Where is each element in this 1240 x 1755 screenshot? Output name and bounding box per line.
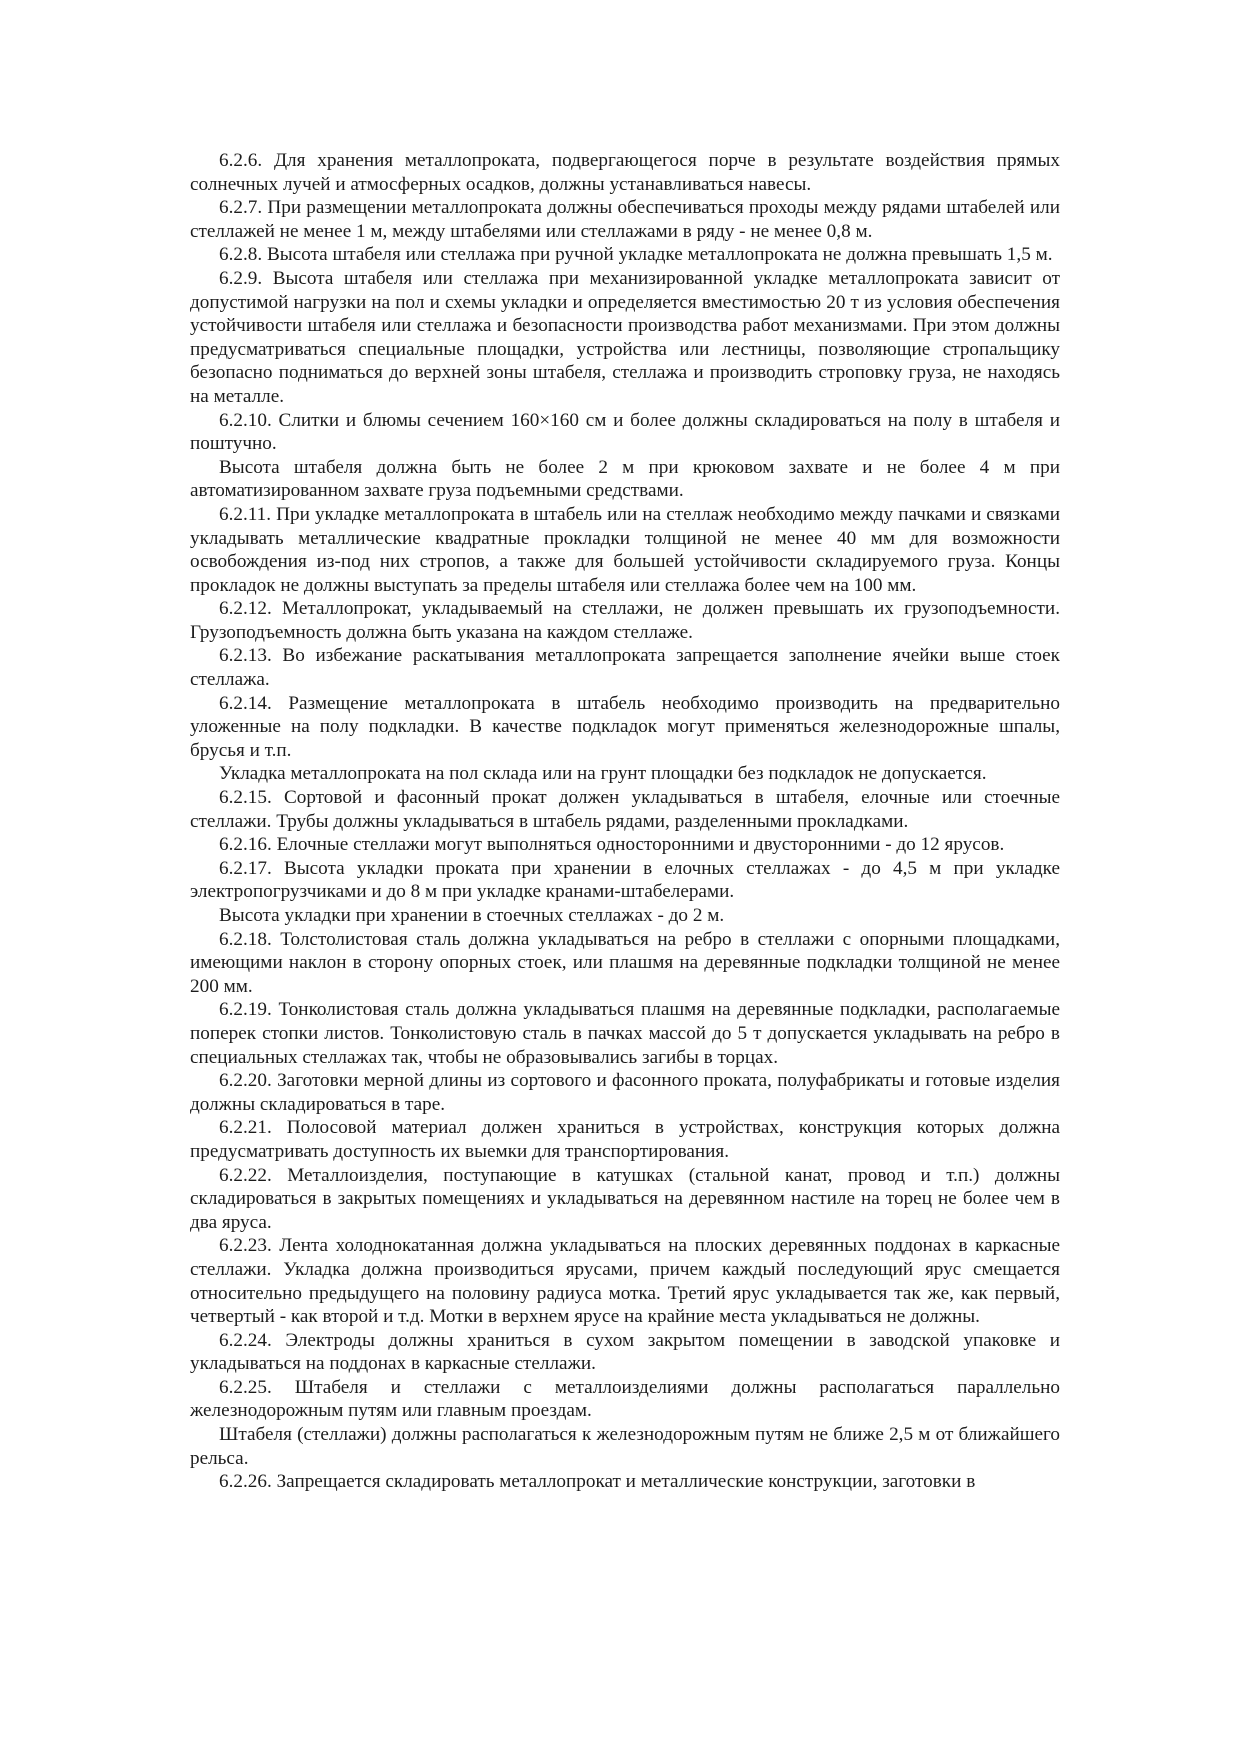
paragraph-6-2-12: 6.2.12. Металлопрокат, укладываемый на стеллажи, не должен превышать их грузоподъемности. Грузоподъемность должна быть указана на каждом стеллаже. — [190, 598, 1060, 643]
paragraph-6-2-10-cont: Высота штабеля должна быть не более 2 м при крюковом захвате и не более 4 м при автоматизированном захвате груза подъемными средствами. — [190, 456, 1060, 502]
paragraph-6-2-22: 6.2.22. Металлоизделия, поступающие в катушках (стальной канат, провод и т.п.) должны складироваться в закрытых помещениях и укладываться на деревянном настиле на торец не более чем в два яруса. — [190, 1164, 1060, 1233]
paragraph-6-2-23: 6.2.23. Лента холоднокатанная должна укладываться на плоских деревянных поддонах в каркасные стеллажи. Укладка должна производиться ярусами, причем каждый последующий ярус смещается относительно предыдущего на половину радиуса мотка. Третий ярус укладывается так же, как первый, четвертый - как второй и т.д. Мотки в верхнем ярусе на крайние места укладываться не должны. — [190, 1235, 1060, 1328]
paragraph-6-2-19: 6.2.19. Тонколистовая сталь должна укладываться плашмя на деревянные подкладки, располагаемые поперек стопки листов. Тонколистовую сталь в пачках массой до 5 т допускается укладывать на ребро в специальных стеллажах так, чтобы не образовывались загибы в торцах. — [190, 999, 1060, 1068]
paragraph-6-2-25: 6.2.25. Штабеля и стеллажи с металлоизделиями должны располагаться параллельно железнодорожным путям или главным проездам. — [190, 1376, 1060, 1422]
paragraph-6-2-20: 6.2.20. Заготовки мерной длины из сортового и фасонного проката, полуфабрикаты и готовые изделия должны складироваться в таре. — [190, 1070, 1060, 1115]
paragraph-6-2-14-cont: Укладка металлопроката на пол склада или на грунт площадки без подкладок не допускается. — [219, 763, 987, 785]
paragraph-6-2-9: 6.2.9. Высота штабеля или стеллажа при механизированной укладке металлопроката зависит от допустимой нагрузки на пол и схемы укладки и определяется вместимостью 20 т из условия обеспечения устойчивости штабеля или стеллажа и безопасности производства работ механизмами. При этом должны предусматриваться специальные площадки, устройства или лестницы, позволяющие стропальщику безопасно подниматься до верхней зоны штабеля, стеллажа и производить строповку груза, не находясь на металле. — [190, 267, 1060, 407]
paragraph-6-2-14: 6.2.14. Размещение металлопроката в штабель необходимо производить на предварительно уложенные на полу подкладки. В качестве подкладок могут применяться железнодорожные шпалы, брусья и т.п. — [190, 692, 1060, 761]
paragraph-6-2-13: 6.2.13. Во избежание раскатывания металлопроката запрещается заполнение ячейки выше стоек стеллажа. — [190, 645, 1060, 691]
paragraph-6-2-8: 6.2.8. Высота штабеля или стеллажа при ручной укладке металлопроката не должна превышать 1,5 м. — [219, 244, 1053, 266]
paragraph-6-2-10: 6.2.10. Слитки и блюмы сечением 160×160 см и более должны складироваться на полу в штабеля и поштучно. — [190, 409, 1060, 455]
paragraph-6-2-21: 6.2.21. Полосовой материал должен храниться в устройствах, конструкция которых должна предусматривать доступность их выемки для транспортирования. — [190, 1117, 1060, 1162]
paragraph-6-2-17: 6.2.17. Высота укладки проката при хранении в елочных стеллажах - до 4,5 м при укладке электропогрузчиками и до 8 м при укладке кранами-штабелерами. — [190, 857, 1060, 903]
paragraph-6-2-7: 6.2.7. При размещении металлопроката должны обеспечиваться проходы между рядами штабелей или стеллажей не менее 1 м, между штабелями или стеллажами в ряду - не менее 0,8 м. — [190, 197, 1060, 242]
paragraph-6-2-18: 6.2.18. Толстолистовая сталь должна укладываться на ребро в стеллажи с опорными площадками, имеющими наклон в сторону опорных стоек, или плашмя на деревянные подкладки толщиной не менее 200 мм. — [190, 928, 1060, 997]
paragraph-6-2-16: 6.2.16. Елочные стеллажи могут выполняться односторонними и двусторонними - до 12 ярусов. — [219, 834, 1005, 856]
paragraph-6-2-6: 6.2.6. Для хранения металлопроката, подвергающегося порче в результате воздействия прямых солнечных лучей и атмосферных осадков, должны устанавливаться навесы. — [190, 150, 1060, 195]
paragraph-6-2-11: 6.2.11. При укладке металлопроката в штабель или на стеллаж необходимо между пачками и связками укладывать металлические квадратные прокладки толщиной не менее 40 мм для возможности освобождения из-под них стропов, а также для большей устойчивости складируемого груза. Концы прокладок не должны выступать за пределы штабеля или стеллажа более чем на 100 мм. — [190, 503, 1060, 596]
paragraph-6-2-15: 6.2.15. Сортовой и фасонный прокат должен укладываться в штабеля, елочные или стоечные стеллажи. Трубы должны укладываться в штабель рядами, разделенными прокладками. — [190, 787, 1060, 832]
document-page — [190, 149, 1060, 1494]
paragraph-6-2-26: 6.2.26. Запрещается складировать металлопрокат и металлические конструкции, заготовки в — [219, 1471, 976, 1493]
paragraph-6-2-24: 6.2.24. Электроды должны храниться в сухом закрытом помещении в заводской упаковке и укладываться на поддонах в каркасные стеллажи. — [190, 1329, 1060, 1375]
paragraph-6-2-17-cont: Высота укладки при хранении в стоечных стеллажах - до 2 м. — [219, 905, 725, 926]
paragraph-6-2-25-cont: Штабеля (стеллажи) должны располагаться к железнодорожным путям не ближе 2,5 м от ближайшего рельса. — [190, 1424, 1060, 1469]
